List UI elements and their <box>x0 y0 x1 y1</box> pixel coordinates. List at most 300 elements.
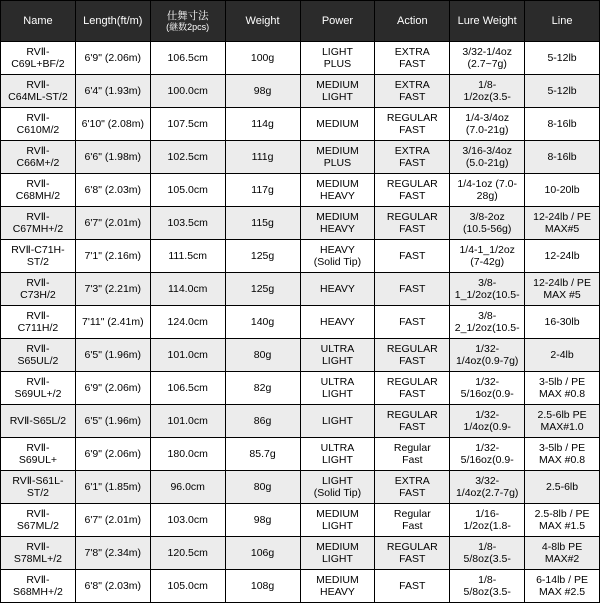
cell-weight-line: 100g <box>250 51 275 64</box>
cell-line <box>525 339 600 372</box>
cell-name-line: C69L+BF/2 <box>11 58 65 70</box>
cell-name-line: RVⅡ- <box>26 45 50 58</box>
cell-power <box>300 207 375 240</box>
cell-weight-line: 115g <box>251 216 274 229</box>
cell-name <box>1 207 76 240</box>
cell-weight <box>225 372 300 405</box>
cell-folded <box>150 339 225 372</box>
cell-line-line: MAX #0.8 <box>539 388 586 400</box>
cell-line <box>525 438 600 471</box>
cell-action-line: Fast <box>402 520 423 532</box>
cell-action <box>375 537 450 570</box>
cell-lure-line: 1/8- <box>478 540 497 553</box>
cell-lure <box>450 372 525 405</box>
cell-length-line: 6'8" (2.03m) <box>84 183 142 196</box>
table-row <box>1 141 600 174</box>
cell-length <box>75 108 150 141</box>
cell-name-line: S78ML+/2 <box>13 553 63 565</box>
cell-line-line: 3-5lb / PE <box>539 375 586 388</box>
table-row <box>1 207 600 240</box>
cell-name <box>1 570 76 603</box>
cell-action-line: REGULAR <box>386 210 438 223</box>
cell-lure-line: 1/16- <box>475 507 500 520</box>
cell-folded-line: 111.5cm <box>168 249 208 262</box>
cell-folded-line: 101.0cm <box>167 414 208 427</box>
cell-weight <box>225 108 300 141</box>
cell-power-line: LIGHT <box>321 91 353 103</box>
cell-length-line: 6'9" (2.06m) <box>84 447 142 460</box>
cell-lure-line: 28g) <box>476 190 498 202</box>
table-row <box>1 471 600 504</box>
cell-length-line: 6'9" (2.06m) <box>84 381 142 394</box>
cell-action-line: FAST <box>399 315 426 328</box>
cell-length-line: 6'9" (2.06m) <box>84 51 142 64</box>
cell-name <box>1 471 76 504</box>
cell-folded <box>150 504 225 537</box>
table-row <box>1 273 600 306</box>
cell-action <box>375 405 450 438</box>
cell-name-line: RVⅡ- <box>26 78 50 91</box>
cell-folded-line: 106.5cm <box>167 51 208 64</box>
cell-power-line: HEAVY <box>320 586 355 598</box>
cell-length <box>75 339 150 372</box>
cell-line <box>525 42 600 75</box>
cell-folded-line: 124.0cm <box>167 315 208 328</box>
cell-power <box>300 570 375 603</box>
cell-length <box>75 405 150 438</box>
cell-line-line: MAX#2 <box>544 553 580 565</box>
cell-name-line: S69UL+/2 <box>14 388 62 400</box>
cell-length <box>75 75 150 108</box>
cell-power <box>300 372 375 405</box>
cell-name-line: ST/2 <box>26 256 50 268</box>
cell-lure-line: 1/32- <box>475 375 500 388</box>
cell-weight-line: 125g <box>250 249 275 262</box>
cell-lure-line: 3/32-1/4oz <box>462 45 512 58</box>
cell-weight <box>225 141 300 174</box>
cell-name-line: RVⅡ- <box>26 441 50 454</box>
cell-name-line: S67ML/2 <box>16 520 59 532</box>
cell-name-line: RVⅡ-S65L/2 <box>9 414 67 427</box>
cell-power-line: ULTRA <box>320 441 355 454</box>
cell-weight-line: 80g <box>253 348 272 361</box>
cell-action-line: REGULAR <box>386 408 438 421</box>
cell-power-line: HEAVY <box>320 190 355 202</box>
table-row <box>1 339 600 372</box>
cell-line-line: 16-30lb <box>544 315 580 328</box>
cell-lure-line: 5/16oz(0.9- <box>460 388 514 400</box>
cell-action <box>375 339 450 372</box>
cell-lure-line: 1/4oz(0.9-7g) <box>455 355 519 367</box>
cell-lure-line: 1/4-1oz (7.0- <box>457 177 517 190</box>
cell-power <box>300 108 375 141</box>
cell-action-line: FAST <box>399 579 426 592</box>
cell-power-line: LIGHT <box>321 553 353 565</box>
cell-lure-line: (10.5-56g) <box>462 223 512 235</box>
cell-name <box>1 174 76 207</box>
cell-name-line: S69UL+ <box>18 454 58 466</box>
cell-folded <box>150 405 225 438</box>
cell-lure-line: 1/32- <box>475 408 500 421</box>
cell-weight <box>225 471 300 504</box>
cell-power <box>300 306 375 339</box>
cell-action <box>375 75 450 108</box>
cell-folded <box>150 141 225 174</box>
cell-power-line: MEDIUM <box>316 210 359 223</box>
cell-folded-line: 102.5cm <box>167 150 208 163</box>
cell-action-line: EXTRA <box>394 78 430 91</box>
cell-lure-line: 3/32- <box>475 474 500 487</box>
cell-power-line: LIGHT <box>321 355 353 367</box>
cell-weight <box>225 537 300 570</box>
cell-folded <box>150 75 225 108</box>
cell-lure <box>450 75 525 108</box>
cell-lure <box>450 471 525 504</box>
cell-weight-line: 125g <box>250 282 275 295</box>
cell-lure <box>450 570 525 603</box>
cell-name <box>1 108 76 141</box>
cell-action <box>375 108 450 141</box>
cell-action <box>375 207 450 240</box>
cell-action-line: REGULAR <box>386 540 438 553</box>
cell-folded-line: 103.0cm <box>167 513 208 526</box>
cell-folded-line: 120.5cm <box>167 546 208 559</box>
cell-folded-line: 106.5cm <box>167 381 208 394</box>
cell-line-line: 2-4lb <box>550 348 574 361</box>
table-row <box>1 108 600 141</box>
cell-lure <box>450 306 525 339</box>
cell-name <box>1 438 76 471</box>
column-header-folded-length <box>150 1 225 42</box>
cell-lure-line: 1/8- <box>478 78 497 91</box>
cell-action-line: REGULAR <box>386 177 438 190</box>
cell-name <box>1 339 76 372</box>
cell-action-line: FAST <box>399 157 426 169</box>
cell-line-line: 5-12lb <box>547 84 577 97</box>
cell-action-line: EXTRA <box>394 45 430 58</box>
cell-name-line: RVⅡ- <box>26 540 50 553</box>
cell-action-line: FAST <box>399 190 426 202</box>
cell-line <box>525 207 600 240</box>
cell-folded-line: 107.5cm <box>167 117 208 130</box>
cell-lure <box>450 339 525 372</box>
cell-line-line: MAX #0.8 <box>539 454 586 466</box>
cell-name <box>1 273 76 306</box>
cell-action <box>375 471 450 504</box>
cell-action <box>375 42 450 75</box>
table-row <box>1 306 600 339</box>
cell-action <box>375 141 450 174</box>
cell-length <box>75 273 150 306</box>
cell-action-line: FAST <box>399 124 426 136</box>
cell-length <box>75 570 150 603</box>
cell-weight <box>225 207 300 240</box>
cell-folded-line: 103.5cm <box>167 216 208 229</box>
cell-name-line: C64ML-ST/2 <box>8 91 68 103</box>
cell-name-line: C68MH/2 <box>15 190 61 202</box>
cell-action-line: FAST <box>399 249 426 262</box>
cell-power-line: LIGHT <box>321 454 353 466</box>
table-header <box>1 1 600 42</box>
cell-lure-line: 3/16-3/4oz <box>462 144 512 157</box>
cell-line <box>525 537 600 570</box>
cell-weight-line: 98g <box>253 513 272 526</box>
table-row <box>1 405 600 438</box>
table-row <box>1 537 600 570</box>
cell-action-line: EXTRA <box>394 144 430 157</box>
cell-lure <box>450 42 525 75</box>
cell-folded <box>150 306 225 339</box>
cell-power-line: HEAVY <box>320 315 355 328</box>
cell-length <box>75 471 150 504</box>
cell-folded-line: 105.0cm <box>167 183 208 196</box>
cell-weight <box>225 240 300 273</box>
cell-folded <box>150 207 225 240</box>
cell-weight-line: 117g <box>251 183 274 196</box>
cell-lure-line: 1/32- <box>475 342 500 355</box>
cell-name <box>1 42 76 75</box>
cell-lure <box>450 504 525 537</box>
cell-line <box>525 240 600 273</box>
cell-name-line: RVⅡ- <box>26 210 50 223</box>
cell-action-line: FAST <box>399 487 426 499</box>
cell-name-line: RVⅡ- <box>26 177 50 190</box>
cell-power-line: MEDIUM <box>316 117 359 130</box>
cell-action-line: FAST <box>399 282 426 295</box>
cell-line <box>525 108 600 141</box>
cell-line <box>525 570 600 603</box>
cell-line <box>525 141 600 174</box>
cell-folded <box>150 570 225 603</box>
cell-line <box>525 273 600 306</box>
cell-name-line: RVⅡ- <box>26 111 50 124</box>
cell-power-line: PLUS <box>323 58 352 70</box>
cell-length-line: 7'3" (2.21m) <box>84 282 142 295</box>
cell-power <box>300 504 375 537</box>
cell-line-line: MAX #2.5 <box>539 586 586 598</box>
cell-folded <box>150 108 225 141</box>
table-row <box>1 570 600 603</box>
cell-power-line: MEDIUM <box>316 78 359 91</box>
cell-folded <box>150 42 225 75</box>
cell-length <box>75 207 150 240</box>
cell-line-line: 12-24lb / PE <box>533 276 591 289</box>
cell-power-line: ULTRA <box>320 375 355 388</box>
cell-lure-line: 1/8- <box>478 573 497 586</box>
cell-lure-line: 3/8-2oz <box>469 210 505 223</box>
cell-action <box>375 372 450 405</box>
cell-name-line: RVⅡ- <box>26 507 50 520</box>
cell-power <box>300 537 375 570</box>
cell-name-line: C610M/2 <box>16 124 60 136</box>
cell-line <box>525 504 600 537</box>
cell-weight-line: 86g <box>253 414 272 427</box>
cell-line <box>525 75 600 108</box>
cell-action <box>375 174 450 207</box>
table-row <box>1 174 600 207</box>
cell-power-line: LIGHT <box>321 520 353 532</box>
cell-length <box>75 174 150 207</box>
cell-action-line: Fast <box>402 454 423 466</box>
cell-name-line: S68MH+/2 <box>12 586 63 598</box>
cell-power <box>300 75 375 108</box>
cell-weight <box>225 273 300 306</box>
cell-lure-line: 1/4oz(0.9- <box>463 421 511 433</box>
cell-power-line: MEDIUM <box>316 540 359 553</box>
cell-action-line: FAST <box>399 355 426 367</box>
cell-action <box>375 570 450 603</box>
table-row <box>1 438 600 471</box>
cell-lure <box>450 273 525 306</box>
cell-line-line: 12-24lb <box>544 249 580 262</box>
cell-line-line: MAX#1.0 <box>540 421 584 433</box>
column-header-length: Length(ft/m) <box>75 1 150 42</box>
cell-length <box>75 306 150 339</box>
cell-name-line: RVⅡ-C71H- <box>11 243 65 256</box>
cell-power-line: (Solid Tip) <box>313 487 362 499</box>
column-header-power: Power <box>300 1 375 42</box>
cell-weight-line: 140g <box>250 315 275 328</box>
cell-name <box>1 141 76 174</box>
cell-action-line: FAST <box>399 388 426 400</box>
cell-action <box>375 504 450 537</box>
column-header-name: Name <box>1 1 76 42</box>
cell-line-line: 10-20lb <box>544 183 580 196</box>
cell-power-line: HEAVY <box>320 243 355 256</box>
cell-power <box>300 438 375 471</box>
cell-lure-line: 1/4oz(2.7-7g) <box>455 487 519 499</box>
cell-power-line: LIGHT <box>321 388 353 400</box>
cell-lure-line: 1/4-3/4oz <box>465 111 510 124</box>
cell-lure <box>450 141 525 174</box>
cell-power-line: MEDIUM <box>316 144 359 157</box>
cell-line <box>525 174 600 207</box>
cell-name <box>1 405 76 438</box>
cell-line-line: 8-16lb <box>547 117 577 130</box>
cell-action-line: FAST <box>399 91 426 103</box>
table-row <box>1 75 600 108</box>
cell-line <box>525 471 600 504</box>
cell-folded <box>150 471 225 504</box>
cell-weight <box>225 570 300 603</box>
column-header-folded-sub: (継数2pcs) <box>166 21 210 32</box>
cell-length-line: 6'8" (2.03m) <box>84 579 142 592</box>
cell-length-line: 6'1" (1.85m) <box>84 480 142 493</box>
table-header-row <box>1 1 600 42</box>
cell-folded-line: 96.0cm <box>170 480 205 493</box>
cell-line-line: 4-8lb PE <box>541 540 583 553</box>
cell-weight-line: 108g <box>250 579 275 592</box>
cell-length <box>75 42 150 75</box>
cell-name-line: RVⅡ- <box>26 309 50 322</box>
table-row <box>1 240 600 273</box>
cell-lure-line: 3/8- <box>478 309 497 322</box>
cell-name <box>1 75 76 108</box>
cell-lure-line: 1/2oz(3.5- <box>463 91 511 103</box>
cell-length-line: 7'11" (2.41m) <box>82 315 144 328</box>
cell-power-line: (Solid Tip) <box>313 256 362 268</box>
table-row <box>1 372 600 405</box>
cell-length-line: 6'4" (1.93m) <box>84 84 142 97</box>
cell-name-line: ST/2 <box>26 487 50 499</box>
cell-lure-line: 5/16oz(0.9- <box>460 454 514 466</box>
cell-power <box>300 339 375 372</box>
cell-line-line: MAX #1.5 <box>539 520 586 532</box>
cell-name-line: RVⅡ- <box>26 573 50 586</box>
cell-power-line: MEDIUM <box>316 507 359 520</box>
cell-folded-line: 180.0cm <box>167 447 208 460</box>
cell-length <box>75 537 150 570</box>
cell-length-line: 6'10" (2.08m) <box>81 117 144 130</box>
cell-line-line: MAX #5 <box>543 289 581 301</box>
cell-lure <box>450 108 525 141</box>
cell-power-line: PLUS <box>323 157 352 169</box>
cell-line-line: 8-16lb <box>547 150 577 163</box>
cell-weight <box>225 174 300 207</box>
column-header-weight: Weight <box>225 1 300 42</box>
cell-folded <box>150 174 225 207</box>
cell-action <box>375 240 450 273</box>
cell-name-line: C73H/2 <box>20 289 56 301</box>
cell-name-line: RVⅡ- <box>26 342 50 355</box>
cell-weight-line: 114g <box>251 117 274 130</box>
cell-lure <box>450 537 525 570</box>
cell-folded <box>150 372 225 405</box>
cell-line-line: MAX#5 <box>544 223 580 235</box>
cell-weight <box>225 438 300 471</box>
cell-line-line: 3-5lb / PE <box>539 441 586 454</box>
cell-power <box>300 273 375 306</box>
cell-folded-line: 114.0cm <box>167 282 208 295</box>
cell-name <box>1 306 76 339</box>
cell-power-line: LIGHT <box>321 474 353 487</box>
cell-power-line: LIGHT <box>321 414 353 427</box>
cell-name-line: S65UL/2 <box>17 355 59 367</box>
cell-power-line: HEAVY <box>320 223 355 235</box>
cell-action-line: REGULAR <box>386 111 438 124</box>
cell-weight <box>225 504 300 537</box>
cell-name-line: C67MH+/2 <box>12 223 64 235</box>
cell-folded <box>150 537 225 570</box>
cell-weight-line: 80g <box>253 480 272 493</box>
cell-length <box>75 504 150 537</box>
cell-weight <box>225 75 300 108</box>
column-header-folded-main: 仕舞寸法 <box>166 9 209 22</box>
cell-line <box>525 372 600 405</box>
cell-line-line: 2.5-6lb <box>546 480 579 493</box>
cell-name-line: RVⅡ-S61L- <box>12 474 64 487</box>
cell-folded <box>150 438 225 471</box>
cell-folded-line: 100.0cm <box>167 84 208 97</box>
table-row <box>1 42 600 75</box>
cell-folded <box>150 240 225 273</box>
cell-action-line: FAST <box>399 223 426 235</box>
cell-length-line: 6'5" (1.96m) <box>84 414 142 427</box>
cell-lure <box>450 240 525 273</box>
cell-power <box>300 471 375 504</box>
cell-weight-line: 106g <box>250 546 275 559</box>
cell-line-line: 5-12lb <box>547 51 577 64</box>
cell-name <box>1 537 76 570</box>
cell-line-line: 6-14lb / PE <box>536 573 589 586</box>
cell-action-line: REGULAR <box>386 342 438 355</box>
cell-lure-line: 5/8oz(3.5- <box>463 586 511 598</box>
cell-lure <box>450 174 525 207</box>
cell-folded-line: 101.0cm <box>167 348 208 361</box>
cell-folded <box>150 273 225 306</box>
cell-weight-line: 111g <box>251 150 274 163</box>
cell-line-line: 12-24lb / PE <box>533 210 591 223</box>
